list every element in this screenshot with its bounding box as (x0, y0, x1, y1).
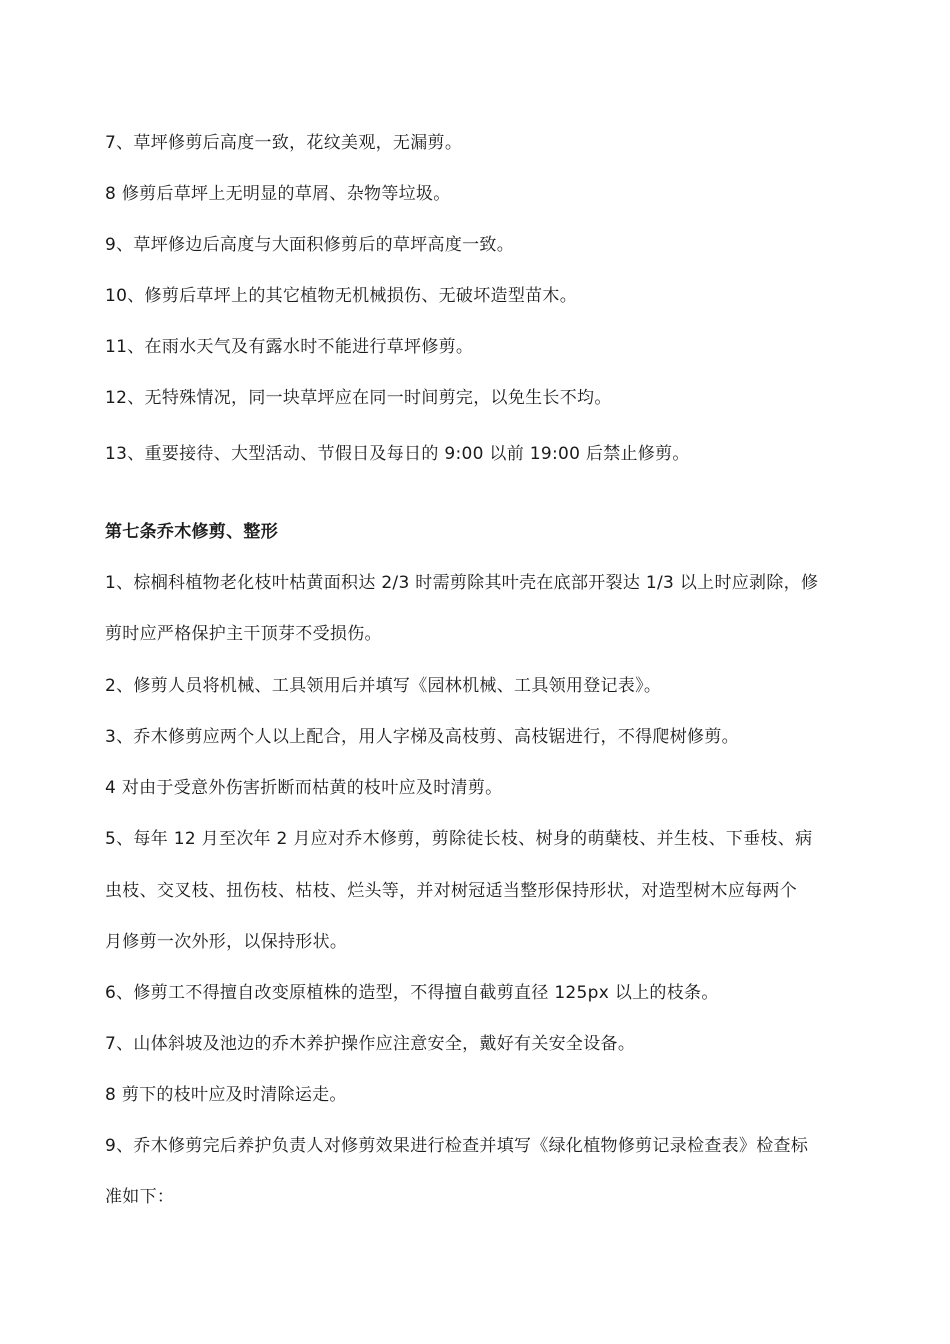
lawn-rule-12: 12、无特殊情况，同一块草坪应在同一时间剪完，以免生长不均。 (105, 388, 612, 408)
tree-rule-5-line-3: 月修剪一次外形，以保持形状。 (105, 932, 348, 952)
tree-rule-1-line-1: 1、棕榈科植物老化枝叶枯黄面积达 2/3 时需剪除其叶壳在底部开裂达 1/3 以上时应剥除，修 (105, 573, 819, 593)
section-heading: 第七条乔木修剪、整形 (105, 522, 278, 542)
tree-rule-9-line-2: 准如下： (105, 1187, 175, 1207)
lawn-rule-10: 10、修剪后草坪上的其它植物无机械损伤、无破坏造型苗木。 (105, 286, 578, 306)
lawn-rule-13: 13、重要接待、大型活动、节假日及每日的 9:00 以前 19:00 后禁止修剪。 (105, 444, 690, 464)
tree-rule-1-line-2: 剪时应严格保护主干顶芽不受损伤。 (105, 624, 382, 644)
tree-rule-2: 2、修剪人员将机械、工具领用后并填写《园林机械、工具领用登记表》。 (105, 676, 662, 696)
tree-rule-4: 4 对由于受意外伤害折断而枯黄的枝叶应及时清剪。 (105, 778, 503, 798)
tree-rule-6: 6、修剪工不得擅自改变原植株的造型，不得擅自截剪直径 125px 以上的枝条。 (105, 983, 719, 1003)
lawn-rule-11: 11、在雨水天气及有露水时不能进行草坪修剪。 (105, 337, 474, 357)
tree-rule-3: 3、乔木修剪应两个人以上配合，用人字梯及高枝剪、高枝锯进行，不得爬树修剪。 (105, 727, 739, 747)
lawn-rule-8: 8 修剪后草坪上无明显的草屑、杂物等垃圾。 (105, 184, 451, 204)
tree-rule-5-line-1: 5、每年 12 月至次年 2 月应对乔木修剪，剪除徒长枝、树身的萌蘖枝、并生枝、下垂枝、病 (105, 829, 813, 849)
tree-rule-5-line-2: 虫枝、交叉枝、扭伤枝、枯枝、烂头等，并对树冠适当整形保持形状，对造型树木应每两个 (105, 881, 797, 901)
tree-rule-7: 7、山体斜坡及池边的乔木养护操作应注意安全，戴好有关安全设备。 (105, 1034, 636, 1054)
lawn-rule-7: 7、草坪修剪后高度一致，花纹美观，无漏剪。 (105, 133, 463, 153)
lawn-rule-9: 9、草坪修边后高度与大面积修剪后的草坪高度一致。 (105, 235, 515, 255)
tree-rule-9-line-1: 9、乔木修剪完后养护负责人对修剪效果进行检查并填写《绿化植物修剪记录检查表》检查标 (105, 1136, 809, 1156)
tree-rule-8: 8 剪下的枝叶应及时清除运走。 (105, 1085, 347, 1105)
